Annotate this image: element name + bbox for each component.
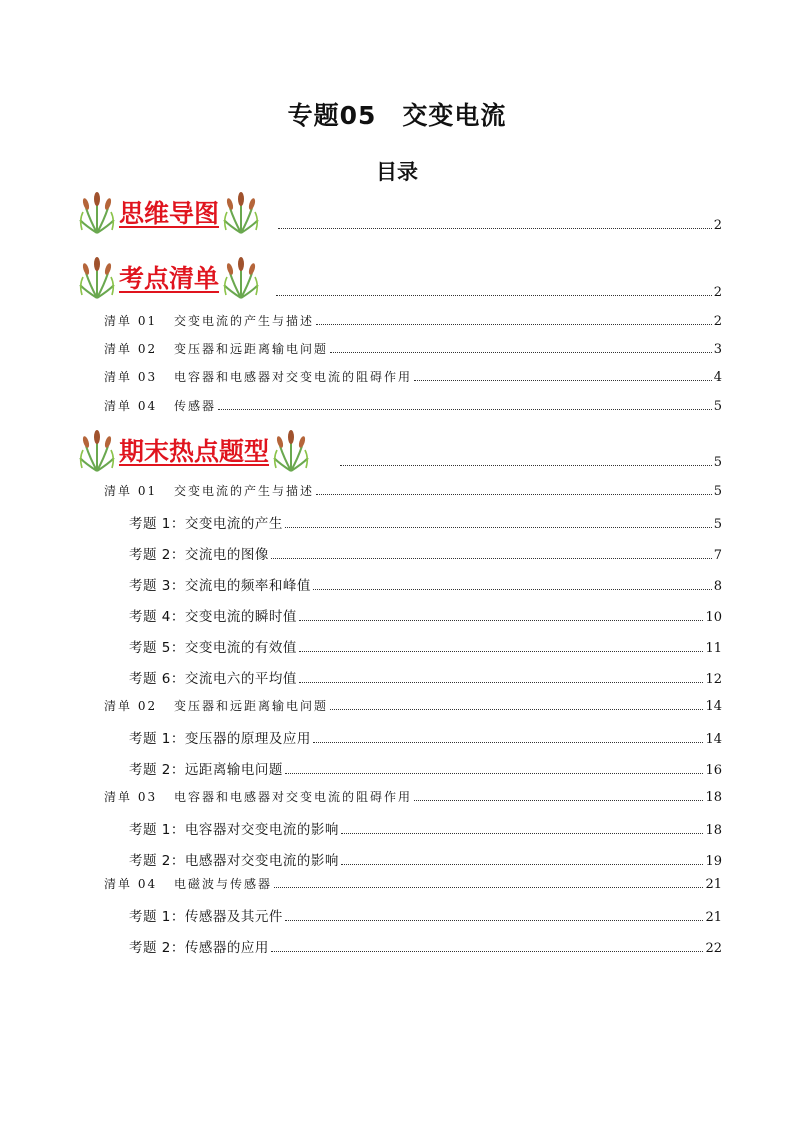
dot-leader	[274, 887, 703, 888]
toc-subentry[interactable]	[129, 543, 722, 563]
page-number: 5	[713, 455, 722, 470]
toc-subentry[interactable]	[129, 667, 722, 687]
entry-text: 考题 5：交变电流的有效值	[129, 640, 297, 656]
toc-subentry[interactable]	[129, 727, 722, 747]
dot-leader	[341, 864, 704, 865]
page-number: 11	[705, 641, 722, 656]
dot-leader	[218, 409, 712, 410]
toc-entry[interactable]	[104, 875, 722, 895]
dot-leader	[285, 527, 712, 528]
entry-number: 清单 03	[104, 790, 158, 804]
toc-subentry[interactable]	[129, 574, 722, 594]
entry-text: 考题 2：远距离输电问题	[129, 762, 283, 778]
toc-subentry[interactable]	[129, 818, 722, 838]
entry-text: 交变电流的产生与描述	[174, 484, 315, 498]
entry-number: 清单 01	[104, 484, 158, 498]
entry-text: 考题 1：传感器及其元件	[129, 909, 283, 925]
dot-leader	[316, 494, 712, 495]
page-number: 10	[705, 610, 722, 625]
entry-text: 电容器和电感器对交变电流的阻碍作用	[174, 370, 413, 384]
toc-subentry[interactable]	[129, 905, 722, 925]
page-number: 2	[713, 218, 722, 233]
entry-text: 变压器和远距离输电问题	[174, 699, 329, 713]
page-number: 5	[713, 517, 722, 532]
section-heading-hot-topics[interactable]	[78, 428, 310, 472]
page-number: 18	[705, 823, 722, 838]
toc-entry[interactable]	[104, 482, 722, 502]
section-label: 期末热点题型	[119, 437, 270, 466]
dot-leader	[316, 324, 712, 325]
entry-text: 变压器和远距离输电问题	[174, 342, 329, 356]
toc-entry[interactable]	[104, 697, 722, 717]
toc-entry[interactable]	[104, 788, 722, 808]
entry-number: 清单 03	[104, 370, 158, 384]
page-number: 19	[705, 854, 722, 869]
toc-entry[interactable]	[104, 368, 722, 388]
document-title: 专题05 交变电流	[287, 101, 507, 130]
page-number: 3	[713, 342, 722, 357]
page-number: 14	[705, 699, 722, 714]
entry-text: 考题 1：电容器对交变电流的影响	[129, 822, 339, 838]
toc-entry[interactable]	[104, 340, 722, 360]
entry-number: 清单 04	[104, 877, 158, 891]
entry-text: 考题 1：变压器的原理及应用	[129, 731, 311, 747]
cattail-icon	[222, 190, 260, 234]
dot-leader	[330, 352, 712, 353]
toc-subentry[interactable]	[129, 758, 722, 778]
entry-text: 传感器	[174, 399, 217, 413]
dot-leader	[330, 709, 703, 710]
toc-leader-hot-topics[interactable]	[340, 455, 722, 470]
entry-text: 考题 2：电感器对交变电流的影响	[129, 853, 339, 869]
toc-leader-mindmap[interactable]	[278, 218, 722, 233]
dot-leader	[340, 465, 712, 466]
toc-subentry[interactable]	[129, 605, 722, 625]
entry-number: 清单 02	[104, 699, 158, 713]
page-number: 12	[705, 672, 722, 687]
entry-text: 考题 6：交流电六的平均值	[129, 671, 297, 687]
page-number: 4	[713, 370, 722, 385]
dot-leader	[341, 833, 704, 834]
dot-leader	[271, 558, 712, 559]
page-number: 5	[713, 484, 722, 499]
entry-text: 电容器和电感器对交变电流的阻碍作用	[174, 790, 413, 804]
entry-text: 考题 2：传感器的应用	[129, 940, 269, 956]
page-number: 2	[713, 314, 722, 329]
dot-leader	[285, 920, 704, 921]
section-heading-mindmap[interactable]	[78, 190, 260, 234]
toc-subentry[interactable]	[129, 849, 722, 869]
entry-number: 清单 04	[104, 399, 158, 413]
page-number: 5	[713, 399, 722, 414]
entry-text: 考题 1：交变电流的产生	[129, 516, 283, 532]
dot-leader	[285, 773, 704, 774]
page-number: 21	[705, 877, 722, 892]
toc-subentry[interactable]	[129, 636, 722, 656]
dot-leader	[299, 620, 704, 621]
dot-leader	[271, 951, 704, 952]
toc-heading: 目录	[376, 160, 418, 184]
page-number: 18	[705, 790, 722, 805]
dot-leader	[313, 589, 712, 590]
page-number: 16	[705, 763, 722, 778]
entry-number: 清单 02	[104, 342, 158, 356]
dot-leader	[276, 295, 712, 296]
page-number: 8	[713, 579, 722, 594]
cattail-icon	[272, 428, 310, 472]
dot-leader	[414, 800, 703, 801]
toc-leader-checklist[interactable]	[276, 285, 722, 300]
page-number: 7	[713, 548, 722, 563]
cattail-icon	[222, 255, 260, 299]
entry-text: 考题 4：交变电流的瞬时值	[129, 609, 297, 625]
entry-text: 考题 2：交流电的图像	[129, 547, 269, 563]
page-number: 2	[713, 285, 722, 300]
dot-leader	[299, 651, 704, 652]
entry-text: 电磁波与传感器	[174, 877, 273, 891]
dot-leader	[414, 380, 712, 381]
cattail-icon	[78, 190, 116, 234]
page-number: 21	[705, 910, 722, 925]
toc-subentry[interactable]	[129, 512, 722, 532]
section-label: 思维导图	[119, 199, 220, 228]
dot-leader	[278, 228, 712, 229]
entry-text: 交变电流的产生与描述	[174, 314, 315, 328]
toc-entry[interactable]	[104, 312, 722, 332]
cattail-icon	[78, 255, 116, 299]
cattail-icon	[78, 428, 116, 472]
section-heading-checklist[interactable]	[78, 255, 260, 299]
page-number: 22	[705, 941, 722, 956]
entry-text: 考题 3：交流电的频率和峰值	[129, 578, 311, 594]
dot-leader	[299, 682, 704, 683]
page-number: 14	[705, 732, 722, 747]
dot-leader	[313, 742, 704, 743]
toc-entry[interactable]	[104, 397, 722, 417]
section-label: 考点清单	[119, 264, 220, 293]
entry-number: 清单 01	[104, 314, 158, 328]
toc-subentry[interactable]	[129, 936, 722, 956]
